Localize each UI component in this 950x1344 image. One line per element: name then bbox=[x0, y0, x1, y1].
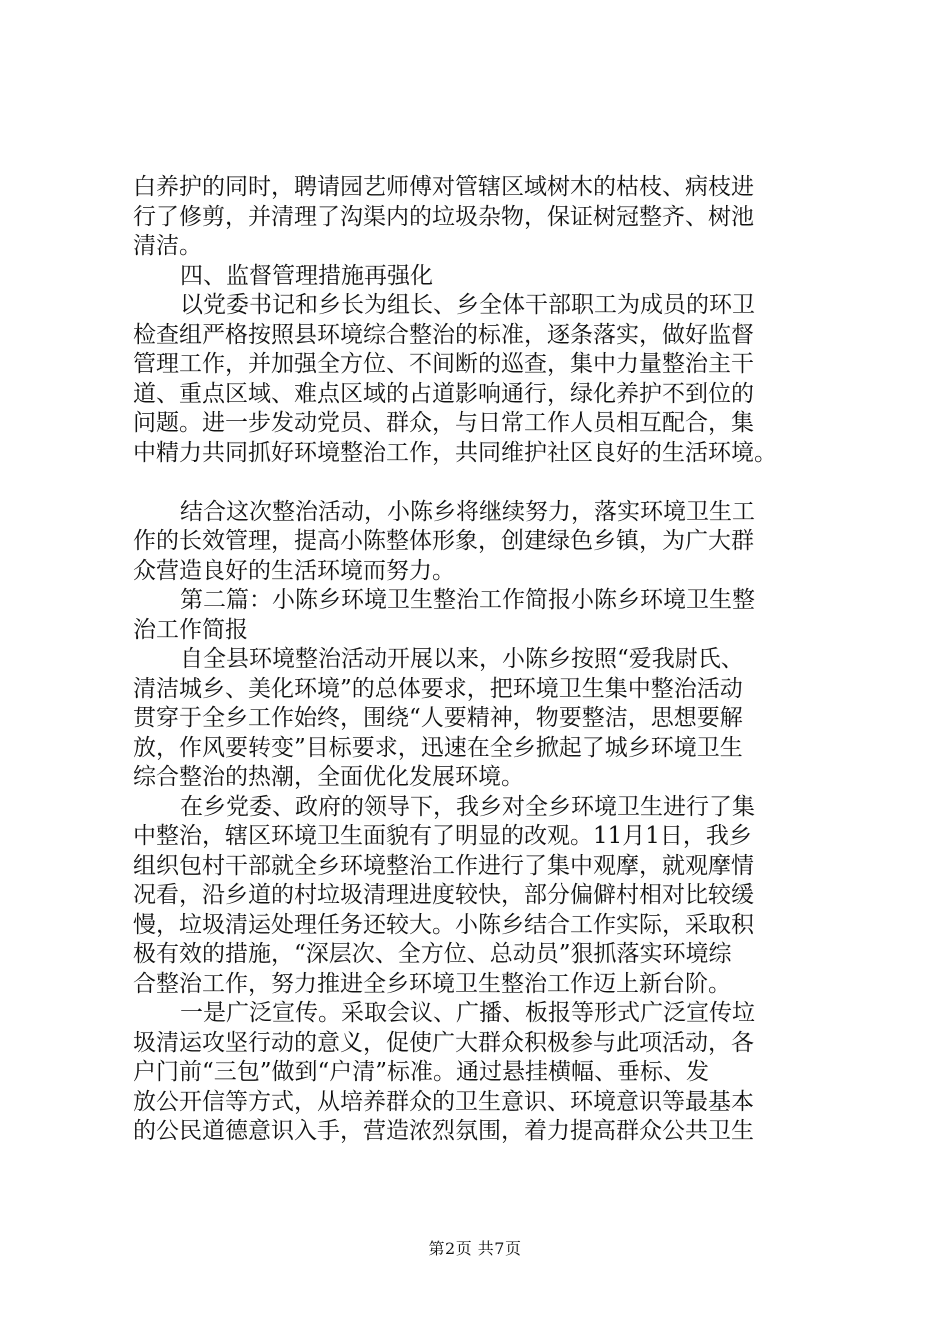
text-line: 合整治工作，努力推进全乡环境卫生整治工作迈上新台阶。 bbox=[133, 970, 731, 997]
text-line: 以党委书记和乡长为组长、乡全体干部职工为成员的环卫 bbox=[180, 292, 755, 318]
text-line: 放公开信等方式，从培养群众的卫生意识、环境意识等最基本 bbox=[133, 1088, 754, 1115]
text-line: 检查组严格按照县环境综合整治的标准，逐条落实，做好监督 bbox=[133, 321, 754, 348]
text-line: 中整治，辖区环境卫生面貌有了明显的改观。11月1日，我乡 bbox=[133, 823, 752, 849]
text-line: 贯穿于全乡工作始终，围绕“人要精神，物要整洁，思想要解 bbox=[133, 705, 743, 731]
text-line: 中精力共同抓好环境整治工作，共同维护社区良好的生活环境。 bbox=[133, 439, 777, 466]
text-line: 一是广泛宣传。采取会议、广播、板报等形式广泛宣传垃 bbox=[180, 1000, 755, 1026]
text-line: 放，作风要转变”目标要求，迅速在全乡掀起了城乡环境卫生 bbox=[133, 734, 743, 761]
text-line: 行了修剪，并清理了沟渠内的垃圾杂物，保证树冠整齐、树池 bbox=[133, 203, 754, 230]
text-line: 道、重点区域、难点区域的占道影响通行，绿化养护不到位的 bbox=[133, 380, 754, 407]
text-line: 圾清运攻坚行动的意义，促使广大群众积极参与此项活动，各 bbox=[133, 1029, 754, 1056]
text-line: 管理工作，并加强全方位、不间断的巡查，集中力量整治主干 bbox=[133, 351, 754, 377]
text-line: 问题。进一步发动党员、群众，与日常工作人员相互配合，集 bbox=[133, 410, 754, 436]
blank-line bbox=[133, 468, 833, 498]
text-line: 综合整治的热潮，全面优化发展环境。 bbox=[133, 764, 524, 790]
text-line: 白养护的同时，聘请园艺师傅对管辖区域树木的枯枝、病枝进 bbox=[133, 174, 754, 200]
text-line: 清洁城乡、美化环境”的总体要求，把环境卫生集中整治活动 bbox=[133, 675, 743, 702]
text-line: 清洁。 bbox=[133, 233, 202, 259]
text-line: 极有效的措施，“深层次、全方位、总动员”狠抓落实环境综 bbox=[133, 941, 732, 967]
text-line: 的公民道德意识入手，营造浓烈氛围，着力提高群众公共卫生 bbox=[133, 1118, 754, 1144]
text-line: 治工作简报 bbox=[133, 616, 248, 643]
text-line: 在乡党委、政府的领导下，我乡对全乡环境卫生进行了集 bbox=[180, 793, 755, 820]
text-line: 结合这次整治活动，小陈乡将继续努力，落实环境卫生工 bbox=[180, 498, 755, 525]
text-line: 四、监督管理措施再强化 bbox=[180, 262, 433, 289]
page-footer: 第2页 共7页 bbox=[428, 1239, 522, 1258]
text-line: 第二篇：小陈乡环境卫生整治工作简报小陈乡环境卫生整 bbox=[180, 587, 755, 613]
text-line: 自全县环境整治活动开展以来，小陈乡按照“爱我尉氏、 bbox=[180, 646, 744, 672]
text-line: 况看，沿乡道的村垃圾清理进度较快，部分偏僻村相对比较缓 bbox=[133, 882, 754, 908]
text-line: 组织包村干部就全乡环境整治工作进行了集中观摩，就观摩情 bbox=[133, 852, 754, 879]
document-body bbox=[133, 173, 833, 1147]
text-line: 众营造良好的生活环境而努力。 bbox=[133, 557, 455, 584]
text-line: 户门前“三包”做到“户清”标准。通过悬挂横幅、垂标、发 bbox=[133, 1059, 710, 1085]
text-line: 慢，垃圾清运处理任务还较大。小陈乡结合工作实际，采取积 bbox=[133, 911, 754, 938]
text-line: 作的长效管理，提高小陈整体形象，创建绿色乡镇，为广大群 bbox=[133, 528, 754, 554]
